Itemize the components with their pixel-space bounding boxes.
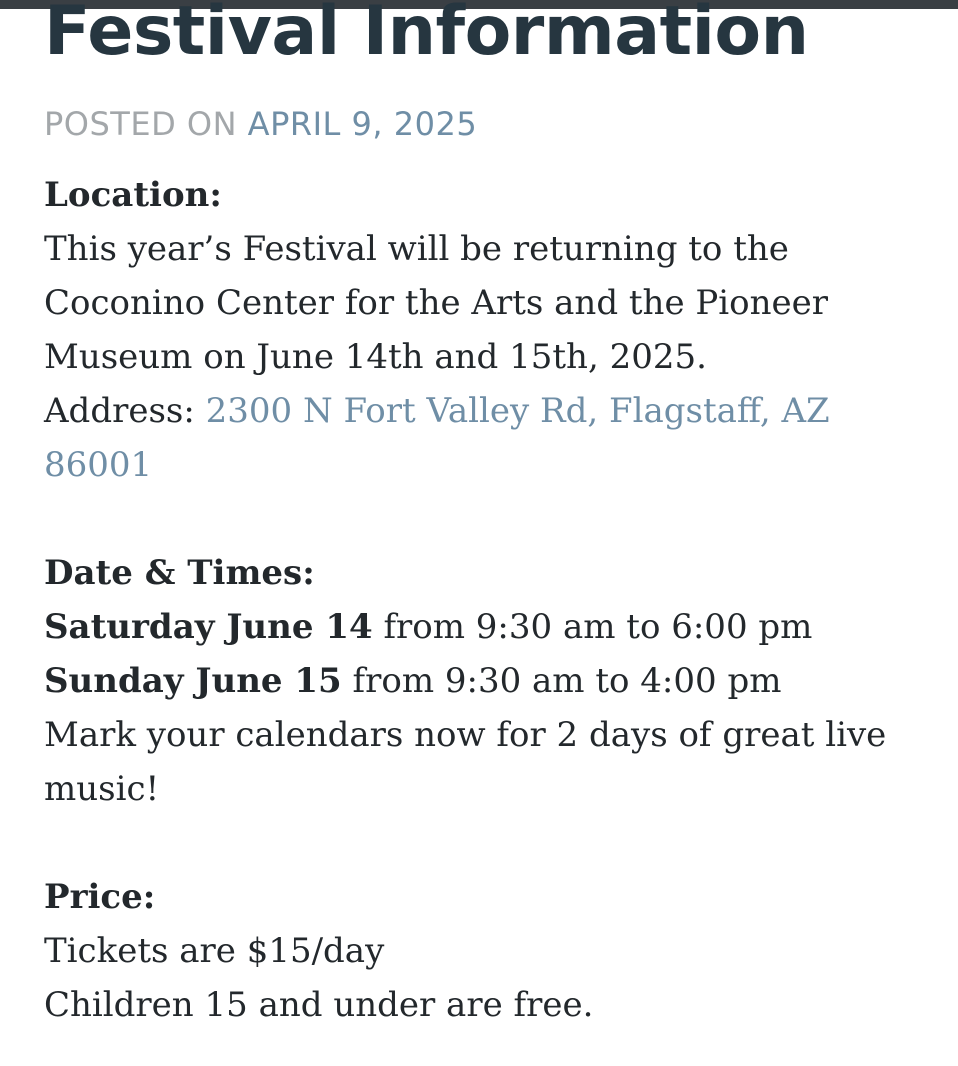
address-link-zip[interactable]: 86001: [44, 445, 153, 485]
spacer: [44, 816, 924, 870]
posted-on-label: POSTED ON: [44, 105, 237, 143]
calendar-note-line-2: music!: [44, 769, 160, 809]
address-label: Address:: [44, 391, 206, 431]
address-row: [44, 384, 924, 438]
dates-heading: Date & Times:: [44, 553, 315, 593]
post-meta: [44, 102, 477, 146]
saturday-date: Saturday June 14: [44, 607, 373, 647]
location-line-3: Museum on June 14th and 15th, 2025.: [44, 337, 707, 377]
address-link[interactable]: 2300 N Fort Valley Rd, Flagstaff, AZ: [205, 391, 830, 431]
sunday-date: Sunday June 15: [44, 661, 342, 701]
saturday-time: from 9:30 am to 6:00 pm: [372, 607, 813, 647]
location-line-2: Coconino Center for the Arts and the Pioneer: [44, 283, 828, 323]
price-heading: Price:: [44, 877, 156, 917]
sunday-time: from 9:30 am to 4:00 pm: [341, 661, 782, 701]
calendar-note-line-1: Mark your calendars now for 2 days of great live: [44, 715, 887, 755]
post-content: [44, 168, 924, 1032]
location-line-1: This year’s Festival will be returning to the: [44, 229, 789, 269]
sunday-row: [44, 654, 924, 708]
location-heading: Location:: [44, 175, 222, 215]
saturday-row: [44, 600, 924, 654]
post-date-link[interactable]: APRIL 9, 2025: [247, 105, 478, 143]
spacer: [44, 492, 924, 546]
children-price: Children 15 and under are free.: [44, 985, 594, 1025]
ticket-price: Tickets are $15/day: [44, 931, 385, 971]
address-row-continued: [44, 438, 924, 492]
page-title: Festival Information: [44, 0, 809, 71]
